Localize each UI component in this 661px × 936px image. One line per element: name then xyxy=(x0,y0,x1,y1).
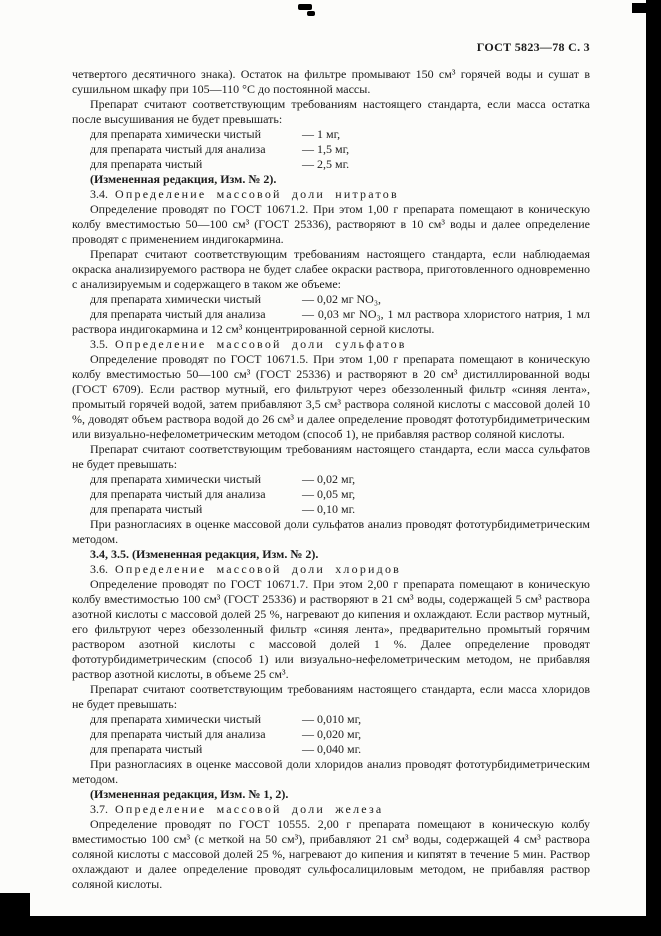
text-run: Определение проводят по ГОСТ 10671.5. При этом 1,00 г препарата помещают в коническую колбу вместимостью 50—100 см³ (ГОСТ 25336) и растворяют в 20 см³ дистиллированной воды (ГОСТ 6709). Если раствор мутный, его фильтруют через обеззоленный фильтр «синяя лента», промытый горячей водой, затем прибавляют 3,5 см³ раствора соляной кислоты с массовой долей 10 %, доводят объем раствора водой до 26 см³ и далее определение проводят фототурбидиметрическим или визуально-нефелометрическим методом (способ 1), не прибавляя раствор соляной кислоты. xyxy=(72,352,590,441)
paragraph xyxy=(72,757,590,787)
spec-value: — 0,040 мг. xyxy=(302,742,362,756)
text-run: Препарат считают соответствующим требованиям настоящего стандарта, если масса хлоридов не будет превышать: xyxy=(72,682,590,711)
section-number: 3.5. xyxy=(90,337,108,351)
document-body xyxy=(72,67,590,892)
spec-list-item xyxy=(72,742,590,757)
scan-mark-top-right xyxy=(632,3,646,13)
paragraph xyxy=(72,442,590,472)
amendment-note: (Измененная редакция, Изм. № 1, 2). xyxy=(90,787,289,801)
spec-list-item xyxy=(72,487,590,502)
spec-list-item xyxy=(72,502,590,517)
spec-label: для препарата чистый xyxy=(90,157,203,171)
spec-label: для препарата чистый для анализа xyxy=(90,307,266,321)
page-header: ГОСТ 5823—78 С. 3 xyxy=(476,40,590,54)
spec-list-item xyxy=(72,142,590,157)
paragraph xyxy=(72,172,590,187)
text-run: Препарат считают соответствующим требованиям настоящего стандарта, если наблюдаемая окраска анализируемого раствора не будет слабее окраски раствора, приготовленного одновременно с анализируемым и содержащего в таком же объеме: xyxy=(72,247,590,291)
amendment-note: (Измененная редакция, Изм. № 2). xyxy=(90,172,277,186)
text-run: При разногласиях в оценке массовой доли сульфатов анализ проводят фототурбидиметрическим методом. xyxy=(72,517,590,546)
section-heading xyxy=(72,337,590,352)
text-run: четвертого десятичного знака). Остаток на фильтре промывают 150 см³ горячей воды и сушат в сушильном шкафу при 105—110 °С до постоянной массы. xyxy=(72,67,590,96)
text-run: Определение проводят по ГОСТ 10671.7. При этом 2,00 г препарата помещают в коническую колбу вместимостью 100 см³ (ГОСТ 25336) и растворяют в 21 см³ воды, содержащей 5 см³ раствора азотной кислоты с массовой долей 25 %, нагревают до кипения и охлаждают. Если раствор мутный, его фильтруют через обеззоленный фильтр «синяя лента», предварительно промытый горячим раствором азотной кислоты с массовой долей 1 %. Далее определение проводят фототурбидиметрическим (способ 1) или визуально-нефелометрическим методом, не прибавляя раствор азотной кислоты, в объеме 25 см³. xyxy=(72,577,590,681)
amendment-note: 3.4, 3.5. (Измененная редакция, Изм. № 2). xyxy=(90,547,319,561)
section-number: 3.7. xyxy=(90,802,108,816)
paragraph xyxy=(72,97,590,127)
scan-edge-bottom xyxy=(0,916,661,936)
paragraph xyxy=(72,577,590,682)
spec-label: для препарата чистый для анализа xyxy=(90,142,266,156)
scan-edge-right xyxy=(646,0,661,936)
section-title: Определение массовой доли сульфатов xyxy=(115,337,407,351)
section-title: Определение массовой доли железа xyxy=(115,802,384,816)
spec-value: — 1 мг, xyxy=(302,127,341,141)
spec-list-item xyxy=(72,127,590,142)
paragraph xyxy=(72,352,590,442)
paragraph xyxy=(72,517,590,547)
section-heading xyxy=(72,562,590,577)
text-run: Препарат считают соответствующим требованиям настоящего стандарта, если масса остатка после высушивания не будет превышать: xyxy=(72,97,590,126)
section-number: 3.4. xyxy=(90,187,108,201)
spec-label: для препарата химически чистый xyxy=(90,292,262,306)
spec-value: — 0,03 мг NO₃, 1 мл раствора хлористого натрия, 1 мл раствора индигокармина и 12 см³ концентрированной серной кислоты. xyxy=(72,307,590,336)
spec-label: для препарата чистый для анализа xyxy=(90,727,266,741)
text-run: Препарат считают соответствующим требованиям настоящего стандарта, если масса сульфатов не будет превышать: xyxy=(72,442,590,471)
spec-label: для препарата чистый xyxy=(90,742,203,756)
spec-value: — 0,05 мг, xyxy=(302,487,356,501)
paragraph xyxy=(72,787,590,802)
spec-list-item xyxy=(72,712,590,727)
spec-value: — 0,010 мг, xyxy=(302,712,362,726)
scan-mark-top-1 xyxy=(298,4,312,10)
spec-label: для препарата химически чистый xyxy=(90,472,262,486)
scan-corner-bottom-left xyxy=(0,893,30,936)
paragraph xyxy=(72,67,590,97)
text-run: Определение проводят по ГОСТ 10555. 2,00 г препарата помещают в коническую колбу вместимостью 100 см³ (с меткой на 50 см³), прибавляют 21 см³ воды, содержащей 4 см³ раствора соляной кислоты с массовой долей 25 %, нагревают до кипения и кипятят в течение 5 мин. Раствор охлаждают и далее определение проводят сульфосалициловым методом, не прибавляя раствор соляной кислоты. xyxy=(72,817,590,891)
spec-value: — 0,02 мг NO₃, xyxy=(302,292,382,306)
spec-label: для препарата химически чистый xyxy=(90,712,262,726)
paragraph xyxy=(72,202,590,247)
paragraph xyxy=(72,547,590,562)
spec-value: — 2,5 мг. xyxy=(302,157,350,171)
text-run: При разногласиях в оценке массовой доли хлоридов анализ проводят фототурбидиметрическим методом. xyxy=(72,757,590,786)
scan-mark-top-2 xyxy=(307,11,315,16)
paragraph xyxy=(72,817,590,892)
spec-value: — 1,5 мг, xyxy=(302,142,350,156)
text-run: Определение проводят по ГОСТ 10671.2. При этом 1,00 г препарата помещают в коническую колбу вместимостью 50—100 см³ (ГОСТ 25336), растворяют в 10 см³ воды и далее определение проводят с применением индигокармина. xyxy=(72,202,590,246)
paragraph xyxy=(72,682,590,712)
spec-value: — 0,020 мг, xyxy=(302,727,362,741)
section-number: 3.6. xyxy=(90,562,108,576)
spec-label: для препарата химически чистый xyxy=(90,127,262,141)
section-title: Определение массовой доли нитратов xyxy=(115,187,399,201)
spec-list-item xyxy=(72,472,590,487)
section-title: Определение массовой доли хлоридов xyxy=(115,562,402,576)
spec-list-item xyxy=(72,292,590,307)
paragraph xyxy=(72,247,590,292)
section-heading xyxy=(72,802,590,817)
spec-value: — 0,10 мг. xyxy=(302,502,356,516)
spec-value: — 0,02 мг, xyxy=(302,472,356,486)
spec-list-item xyxy=(72,157,590,172)
spec-label: для препарата чистый xyxy=(90,502,203,516)
spec-list-item xyxy=(72,307,590,337)
spec-list-item xyxy=(72,727,590,742)
spec-label: для препарата чистый для анализа xyxy=(90,487,266,501)
section-heading xyxy=(72,187,590,202)
